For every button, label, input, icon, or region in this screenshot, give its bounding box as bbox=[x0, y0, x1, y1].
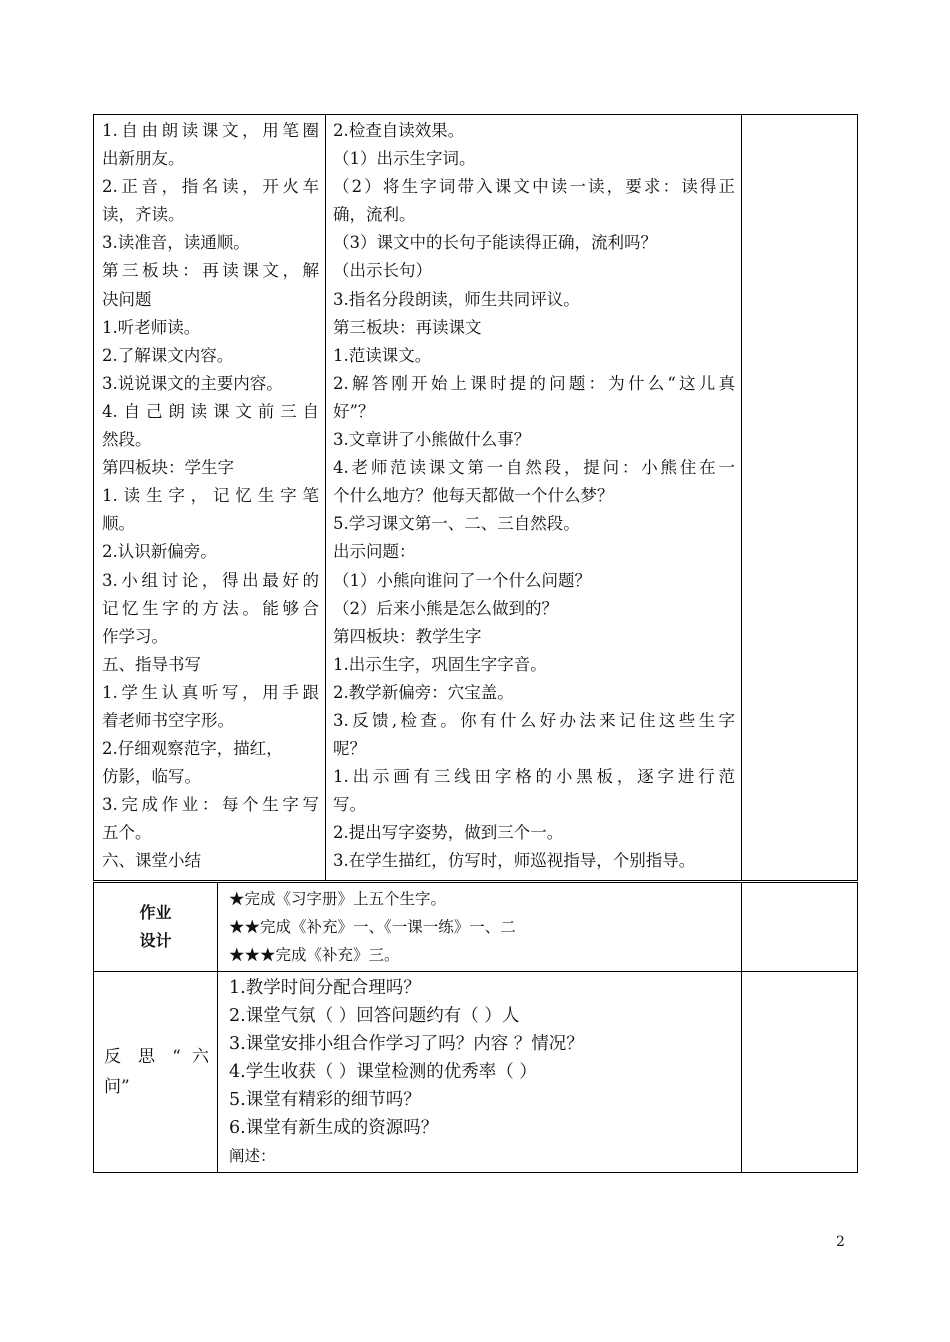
teacher-activity-line: 2.教学新偏旁：穴宝盖。 bbox=[333, 682, 514, 702]
student-activity-line: 2.仔细观察范字，描红， bbox=[102, 739, 283, 759]
student-activity-line: 顺。 bbox=[102, 514, 135, 534]
student-activity-line: 3.读准音，读通顺。 bbox=[102, 233, 250, 253]
page-number: 2 bbox=[836, 1234, 845, 1250]
teacher-activity-line: 确，流利。 bbox=[333, 205, 416, 225]
homework-label-cell bbox=[94, 883, 218, 972]
teacher-activity-line: （2）将生字词带入课文中读一读，要求：读得正 bbox=[333, 177, 735, 197]
teacher-activity-line: 第四板块：教学生字 bbox=[333, 626, 482, 646]
teacher-activity-line: 2.提出写字姿势，做到三个一。 bbox=[333, 823, 564, 843]
reflection-question: 5.课堂有精彩的细节吗？ bbox=[229, 1090, 421, 1110]
student-activity-line: 3.说说课文的主要内容。 bbox=[102, 373, 283, 393]
teacher-activity-line: 4.老师范读课文第一自然段，提问：小熊住在一 bbox=[333, 458, 735, 478]
student-activity-line: 读，齐读。 bbox=[102, 205, 185, 225]
student-activity-line: 3.小组讨论，得出最好的 bbox=[102, 570, 319, 590]
student-activity-line: 六、课堂小结 bbox=[102, 851, 201, 871]
homework-item: ★★★完成《补充》三。 bbox=[229, 946, 400, 964]
student-activity-line: 记忆生字的方法。能够合 bbox=[102, 598, 319, 618]
reflection-notes-cell bbox=[742, 972, 858, 1173]
student-activity-line: 作学习。 bbox=[102, 626, 168, 646]
student-activity-line: 2.认识新偏旁。 bbox=[102, 542, 217, 562]
student-activity-line: 1.学生认真听写，用手跟 bbox=[102, 682, 319, 702]
teacher-activity-line: 1.出示画有三线田字格的小黑板，逐字进行范 bbox=[333, 767, 735, 787]
homework-list bbox=[229, 885, 735, 969]
student-activity-cell bbox=[94, 115, 326, 881]
homework-row bbox=[94, 883, 858, 972]
teacher-activity-line: 5.学习课文第一、二、三自然段。 bbox=[333, 514, 580, 534]
homework-content-cell bbox=[218, 883, 742, 972]
teacher-activity-line: 呢？ bbox=[333, 739, 366, 759]
teacher-activity-line: 3.指名分段朗读，师生共同评议。 bbox=[333, 289, 580, 309]
reflection-list bbox=[229, 974, 735, 1142]
student-activity-list bbox=[102, 117, 319, 876]
teacher-activity-line: 3.在学生描红，仿写时，师巡视指导，个别指导。 bbox=[333, 851, 696, 871]
student-activity-line: 1.读生字，记忆生字笔 bbox=[102, 486, 319, 506]
teacher-activity-line: 2.解答刚开始上课时提的问题：为什么“这儿真 bbox=[333, 373, 735, 393]
reflection-question: 3.课堂安排小组合作学习了吗？内容 ？情况？ bbox=[229, 1034, 584, 1054]
student-activity-line: 2.了解课文内容。 bbox=[102, 345, 234, 365]
teacher-activity-line: 写。 bbox=[333, 795, 366, 815]
reflection-notes-label: 阐述： bbox=[229, 1147, 276, 1165]
teacher-activity-line: （1）出示生字词。 bbox=[333, 149, 476, 169]
teacher-activity-line: 1.范读课文。 bbox=[333, 345, 432, 365]
reflection-question: 6.课堂有新生成的资源吗？ bbox=[229, 1118, 439, 1138]
student-activity-line: 五个。 bbox=[102, 823, 152, 843]
student-activity-line: 4.自己朗读课文前三自 bbox=[102, 401, 319, 421]
lesson-plan-table bbox=[93, 114, 858, 881]
reflection-question: 4.学生收获（ ）课堂检测的优秀率（ ） bbox=[229, 1062, 537, 1082]
student-activity-line: 五、指导书写 bbox=[102, 654, 201, 674]
teacher-activity-line: 个什么地方？他每天都做一个什么梦？ bbox=[333, 486, 614, 506]
process-row bbox=[94, 115, 858, 881]
lesson-plan-table-lower bbox=[93, 882, 858, 1173]
teacher-activity-list bbox=[333, 117, 735, 876]
reflection-label-2: 问” bbox=[104, 1077, 130, 1097]
homework-label-2: 设计 bbox=[139, 931, 172, 950]
reflection-label-cell bbox=[94, 972, 218, 1173]
student-activity-line: 出新朋友。 bbox=[102, 149, 185, 169]
student-activity-line: 1.自由朗读课文，用笔圈 bbox=[102, 121, 319, 140]
teacher-activity-line: 1.出示生字，巩固生字字音。 bbox=[333, 654, 547, 674]
student-activity-line: 决问题 bbox=[102, 289, 152, 309]
homework-label-1: 作业 bbox=[139, 903, 172, 922]
reflection-question: 2.课堂气氛（ ）回答问题约有（ ）人 bbox=[229, 1006, 520, 1026]
student-activity-line: 2.正音，指名读，开火车 bbox=[102, 177, 319, 197]
student-activity-line: 着老师书空字形。 bbox=[102, 710, 234, 730]
teacher-activity-line: （3）课文中的长句子能读得正确，流利吗？ bbox=[333, 233, 657, 253]
teacher-activity-line: （2）后来小熊是怎么做到的？ bbox=[333, 598, 558, 618]
homework-item: ★★完成《补充》一、《一课一练》一、二 bbox=[229, 918, 516, 936]
student-activity-line: 仿影，临写。 bbox=[102, 767, 201, 787]
teacher-activity-line: （1）小熊向谁问了一个什么问题？ bbox=[333, 570, 591, 590]
teacher-activity-line: 2.检查自读效果。 bbox=[333, 121, 465, 140]
teacher-activity-line: 出示问题： bbox=[333, 542, 416, 562]
student-activity-line: 第三板块：再读课文，解 bbox=[102, 261, 319, 281]
teacher-activity-line: 第三板块：再读课文 bbox=[333, 317, 482, 337]
homework-item: ★完成《习字册》上五个生字。 bbox=[229, 890, 447, 908]
student-activity-line: 然段。 bbox=[102, 430, 152, 450]
teacher-activity-cell bbox=[326, 115, 742, 881]
notes-cell bbox=[742, 115, 858, 881]
homework-notes-cell bbox=[742, 883, 858, 972]
student-activity-line: 第四板块：学生字 bbox=[102, 458, 234, 478]
student-activity-line: 3.完成作业：每个生字写 bbox=[102, 795, 319, 815]
teacher-activity-line: 3.文章讲了小熊做什么事？ bbox=[333, 430, 531, 450]
teacher-activity-line: 好”？ bbox=[333, 401, 375, 421]
reflection-question: 1.教学时间分配合理吗？ bbox=[229, 978, 421, 998]
teacher-activity-line: 3.反馈,检查。你有什么好办法来记住这些生字 bbox=[333, 710, 735, 730]
teacher-activity-line: （出示长句） bbox=[333, 261, 432, 281]
reflection-label-1: 反 思 “ 六 bbox=[104, 1047, 209, 1067]
reflection-content-cell bbox=[218, 972, 742, 1173]
reflection-row bbox=[94, 972, 858, 1173]
student-activity-line: 1.听老师读。 bbox=[102, 317, 201, 337]
